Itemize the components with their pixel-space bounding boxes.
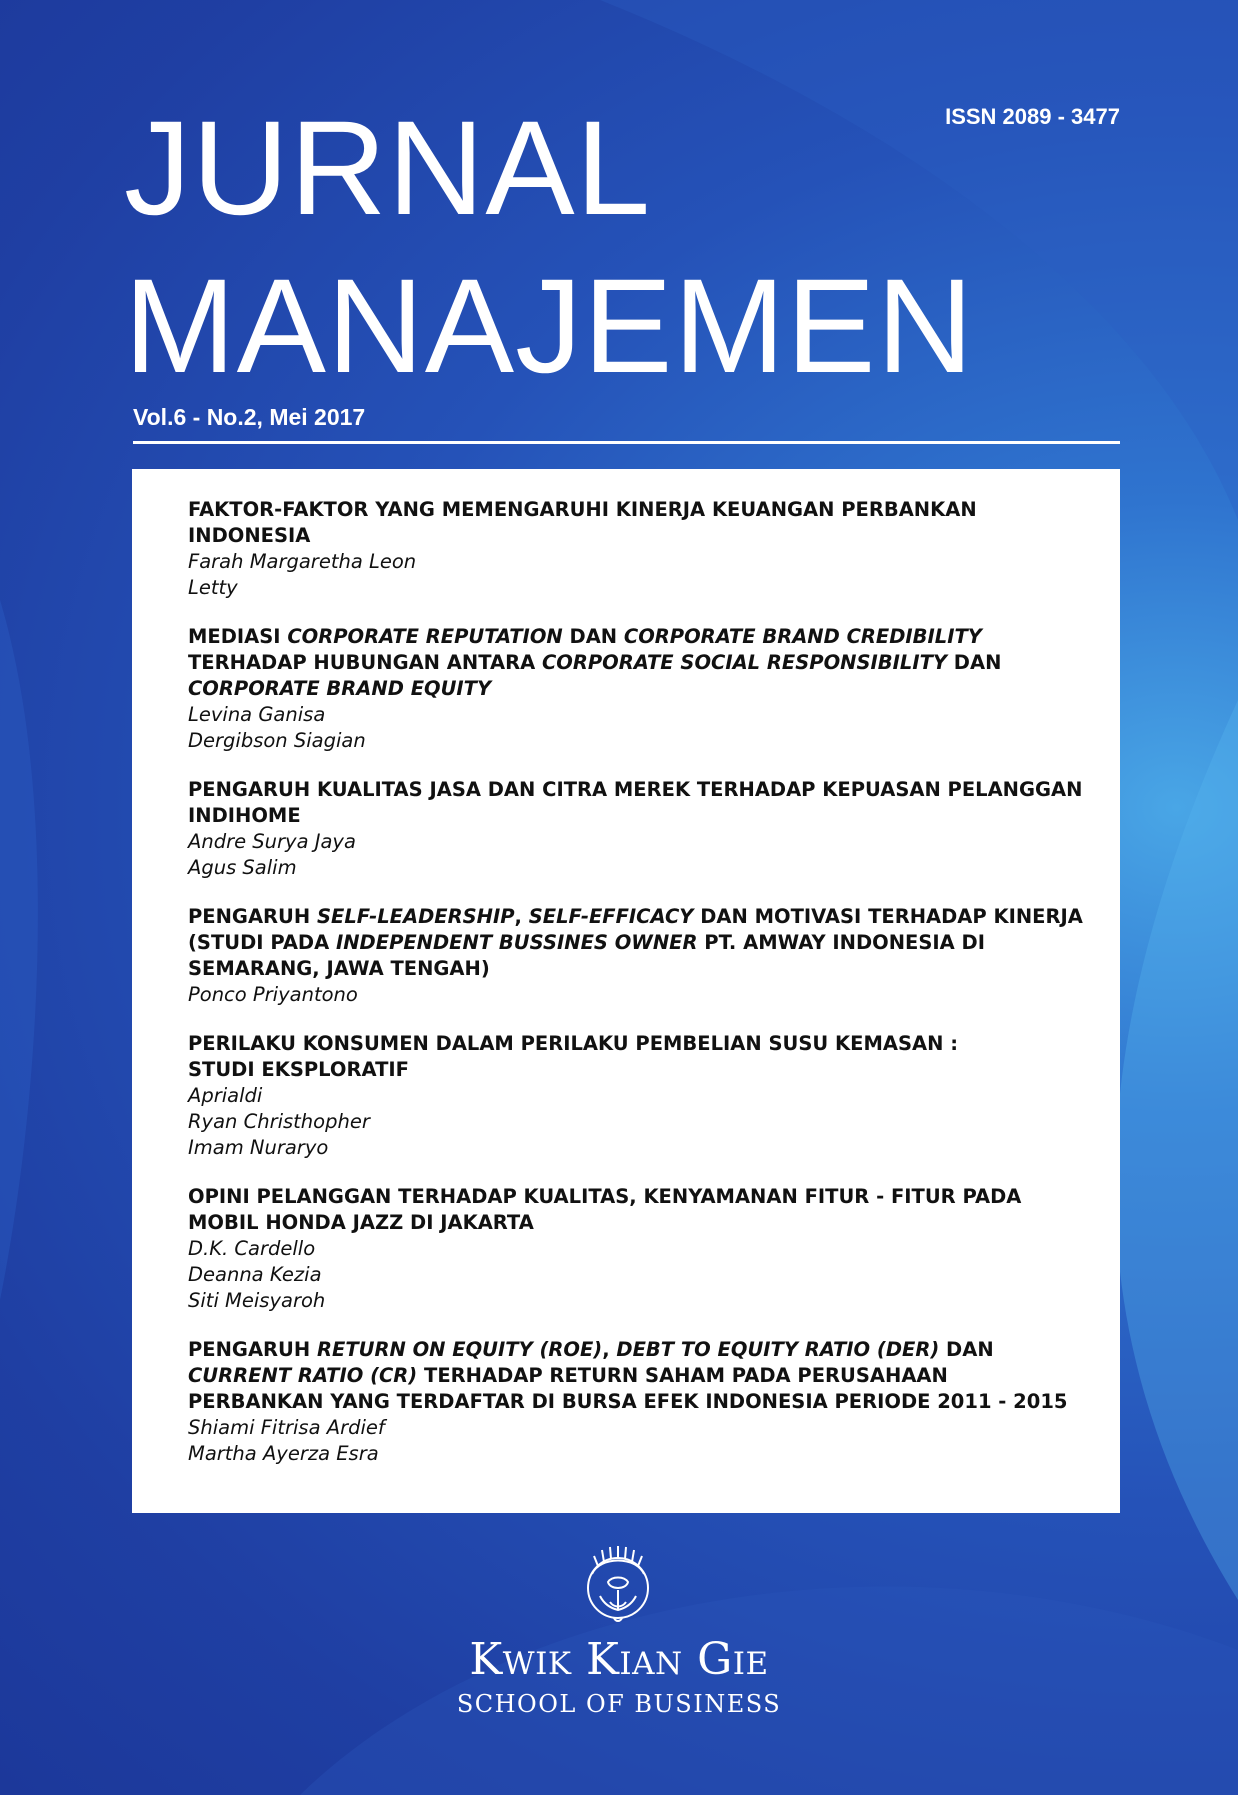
article-title-segment: DAN	[562, 625, 624, 648]
article-title-segment: ,	[514, 905, 529, 928]
article-entry	[188, 1337, 1090, 1467]
article-title-segment: PT. AMWAY INDONESIA DI SEMARANG, JAWA TENGAH)	[188, 931, 985, 980]
article-title-segment: CURRENT RATIO (CR)	[188, 1364, 418, 1387]
article-author: Farah Margaretha Leon	[188, 550, 417, 573]
article-title-segment: MEDIASI	[188, 625, 288, 648]
article-author: Deanna Kezia	[188, 1263, 322, 1286]
article-title	[188, 904, 1090, 982]
article-title-segment: DAN	[947, 651, 1002, 674]
article-title-segment: INDEPENDENT BUSSINES OWNER	[335, 931, 698, 954]
article-entry	[188, 497, 1090, 601]
publisher-subtitle: SCHOOL OF BUSINESS	[456, 1690, 782, 1718]
article-title-segment: RETURN ON EQUITY (ROE)	[317, 1338, 603, 1361]
article-title-segment: PENGARUH KUALITAS JASA DAN CITRA MEREK TERHADAP KEPUASAN PELANGGAN INDIHOME	[188, 778, 1083, 827]
article-title-segment: DEBT TO EQUITY RATIO (DER)	[616, 1338, 940, 1361]
article-author: Shiami Fitrisa Ardief	[188, 1416, 385, 1439]
garuda-emblem-icon	[570, 1538, 666, 1634]
article-title	[188, 1337, 1090, 1415]
journal-title-line1: JURNAL	[124, 94, 652, 243]
article-title	[188, 777, 1090, 829]
article-title-segment: DAN	[939, 1338, 994, 1361]
article-author: D.K. Cardello	[188, 1237, 316, 1260]
article-author: Aprialdi	[188, 1084, 263, 1107]
article-author: Ryan Christhopher	[188, 1110, 370, 1133]
article-author: Ponco Priyantono	[188, 983, 358, 1006]
article-title	[188, 497, 1090, 549]
article-title-segment: PENGARUH	[188, 905, 317, 928]
article-author: Imam Nuraryo	[188, 1136, 329, 1159]
article-author: Andre Surya Jaya	[188, 830, 356, 853]
article-author: Martha Ayerza Esra	[188, 1442, 379, 1465]
article-author: Siti Meisyaroh	[188, 1289, 326, 1312]
article-author: Levina Ganisa	[188, 703, 326, 726]
publisher-name: Kwik Kian Gie	[469, 1634, 769, 1685]
article-title	[188, 1031, 1090, 1083]
article-title-segment: ,	[602, 1338, 617, 1361]
article-title-segment: CORPORATE REPUTATION	[287, 625, 563, 648]
article-entry	[188, 904, 1090, 1008]
article-title-segment: PERILAKU KONSUMEN DALAM PERILAKU PEMBELIAN SUSU KEMASAN :	[188, 1032, 959, 1055]
article-author: Letty	[188, 576, 238, 599]
article-title-segment: CORPORATE BRAND CREDIBILITY	[623, 625, 982, 648]
article-title-segment: STUDI EKSPLORATIF	[188, 1058, 409, 1081]
article-title-segment: FAKTOR-FAKTOR YANG MEMENGARUHI KINERJA KEUANGAN PERBANKAN INDONESIA	[188, 498, 977, 547]
article-title-segment: SELF-EFFICACY	[528, 905, 694, 928]
article-title-segment: OPINI PELANGGAN TERHADAP KUALITAS, KENYAMANAN FITUR - FITUR PADA MOBIL HONDA JAZZ DI JAKARTA	[188, 1185, 1022, 1234]
article-title-segment: SELF-LEADERSHIP	[317, 905, 515, 928]
article-title-segment: DAN MOTIVASI TERHADAP KINERJA (STUDI PADA	[188, 905, 1083, 954]
journal-title-line2: MANAJEMEN	[124, 252, 975, 401]
article-title-segment: CORPORATE SOCIAL RESPONSIBILITY	[541, 651, 947, 674]
divider-rule	[133, 441, 1120, 444]
article-entry	[188, 777, 1090, 881]
issn-label: ISSN 2089 - 3477	[945, 104, 1120, 129]
article-author: Dergibson Siagian	[188, 729, 366, 752]
journal-title	[124, 90, 974, 406]
volume-label: Vol.6 - No.2, Mei 2017	[133, 404, 366, 430]
article-title-segment: TERHADAP RETURN SAHAM PADA PERUSAHAAN PERBANKAN YANG TERDAFTAR DI BURSA EFEK INDONESIA PERIODE 2011 - 2015	[188, 1364, 1068, 1413]
article-title	[188, 1184, 1090, 1236]
article-title-segment: CORPORATE BRAND EQUITY	[188, 677, 492, 700]
article-title	[188, 624, 1090, 702]
article-entry	[188, 1031, 1090, 1161]
article-title-segment: TERHADAP HUBUNGAN ANTARA	[188, 651, 542, 674]
article-entry	[188, 1184, 1090, 1314]
article-entry	[188, 624, 1090, 754]
article-title-segment: PENGARUH	[188, 1338, 317, 1361]
table-of-contents	[132, 469, 1120, 1513]
article-author: Agus Salim	[188, 856, 297, 879]
